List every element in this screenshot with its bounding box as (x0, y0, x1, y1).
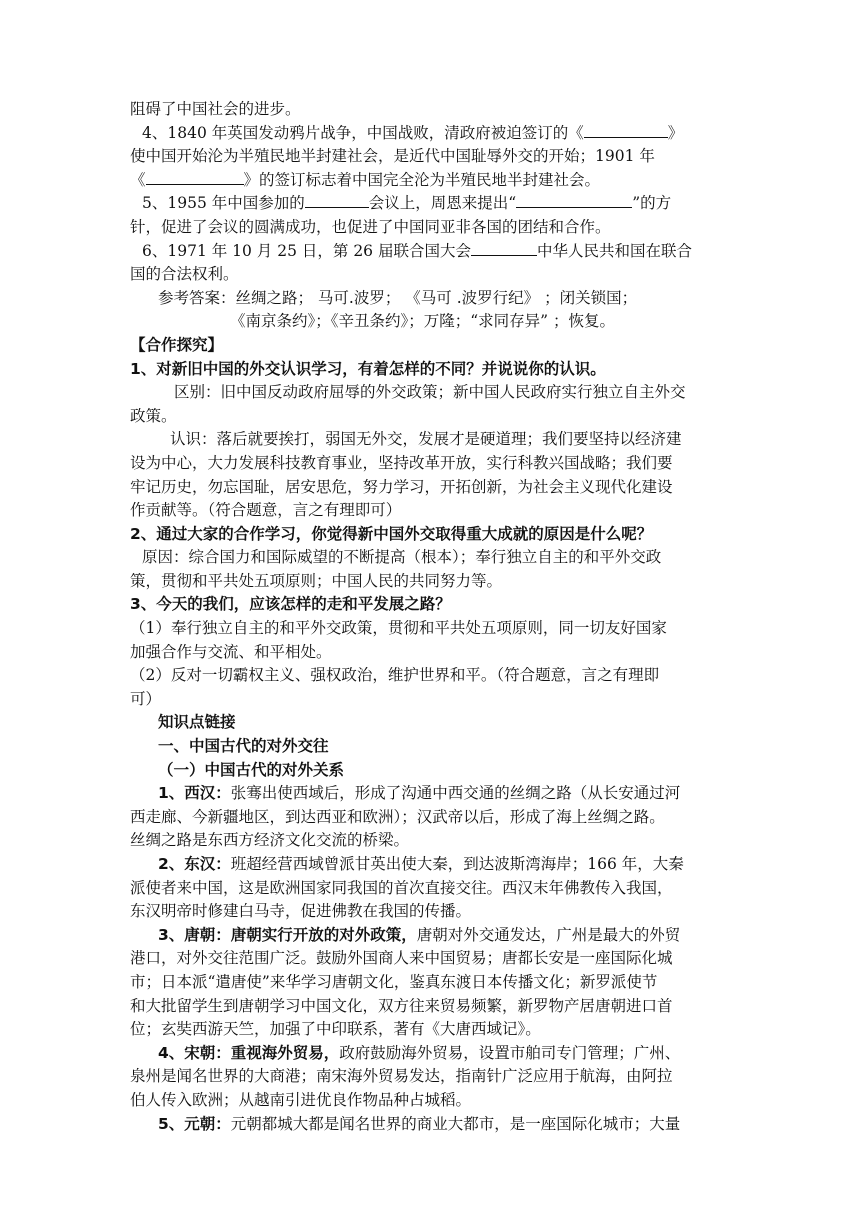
question-4-line-3 (130, 169, 742, 193)
text-line: 认识：落后就要挨打，弱国无外交，发展才是硬道理；我们要坚持以经济建 (170, 430, 682, 449)
text-line: 丝绸之路是东西方经济文化交流的桥梁。 (130, 831, 410, 850)
text-span: 5、1955 年中国参加的 (142, 194, 305, 213)
text-line: 作贡献等。（符合题意，言之有理即可） (130, 501, 402, 520)
text-span: 》的签订标志着中国完全沦为半殖民地半封建社会。 (243, 170, 601, 189)
text-line: 派使者来中国，这是欧洲国家同我国的首次直接交往。西汉末年佛教传入我国， (130, 878, 673, 897)
bold-label: 3、唐朝：唐朝实行开放的对外政策， (158, 925, 417, 944)
text-line: （1）奉行独立自主的和平外交政策，贯彻和平共处五项原则，同一切友好国家 (130, 619, 667, 638)
text-span: 6、1971 年 10 月 25 日，第 26 届联合国大会 (142, 241, 471, 260)
western-han-line-1 (130, 782, 742, 806)
text-span: 政府鼓励海外贸易，设置市舶司专门管理；广州、 (339, 1043, 681, 1062)
bold-label: 4、宋朝：重视海外贸易， (158, 1043, 340, 1062)
text-span: 《 (130, 170, 146, 189)
section-heading: 【合作探究】 (130, 335, 224, 354)
text-line: 加强合作与交流、和平相处。 (130, 642, 332, 661)
question-4-line-1 (130, 122, 742, 146)
text-line: 伯人传入欧洲；从越南引进优良作物品种占城稻。 (130, 1090, 472, 1109)
question-5-line-1 (130, 192, 742, 216)
text-span: 元朝都城大都是闻名世界的商业大都市，是一座国际化城市；大量 (230, 1114, 681, 1133)
text-line: 港口，对外交往范围广泛。鼓励外国商人来中国贸易；唐都长安是一座国际化城 (130, 949, 673, 968)
answer-key-line-1: 参考答案：丝绸之路； 马可.波罗； 《马可 .波罗行纪》 ；闭关锁国； (158, 288, 638, 307)
yuan-line-1 (130, 1113, 742, 1137)
text-line: 和大批留学生到唐朝学习中国文化，双方往来贸易频繁，新罗物产居唐朝进口首 (130, 996, 673, 1015)
text-span: 唐朝对外交通发达，广州是最大的外贸 (416, 925, 681, 944)
question-heading-1: 1、对新旧中国的外交认识学习，有着怎样的不同？并说说你的认识。 (130, 359, 606, 378)
knowledge-link-heading: 知识点链接 (158, 713, 236, 732)
text-span: ”的方 (632, 194, 672, 213)
text-line: 泉州是闻名世界的大商港；南宋海外贸易发达，指南针广泛应用于航海，由阿拉 (130, 1067, 673, 1086)
question-heading-3: 3、今天的我们，应该怎样的走和平发展之路？ (130, 595, 451, 614)
answer-blank[interactable] (146, 169, 244, 185)
text-line: 牢记历史，勿忘国耻，居安思危，努力学习，开拓创新，为社会主义现代化建设 (130, 477, 673, 496)
text-line: 位；玄奘西游天竺，加强了中印联系，著有《大唐西域记》。 (130, 1020, 541, 1039)
bold-label: 5、元朝： (158, 1114, 231, 1133)
document-page (130, 98, 742, 1136)
text-span: 4、1840 年英国发动鸦片战争，中国战败，清政府被迫签订的《 (142, 123, 584, 142)
question-6-line-1 (130, 240, 742, 264)
question-heading-2: 2、通过大家的合作学习，你觉得新中国外交取得重大成就的原因是什么呢？ (130, 524, 653, 543)
text-span: 会议上，周恩来提出“ (368, 194, 517, 213)
eastern-han-line-1 (130, 853, 742, 877)
answer-blank[interactable] (584, 122, 668, 138)
text-span: 班超经营西域曾派甘英出使大秦，到达波斯湾海岸；166 年，大秦 (230, 855, 684, 873)
knowledge-section-heading: 一、中国古代的对外交往 (158, 737, 329, 756)
text-line: 阻碍了中国社会的进步。 (130, 100, 301, 118)
text-line: 政策。 (130, 406, 177, 425)
answer-blank[interactable] (516, 192, 632, 208)
text-line: （2）反对一切霸权主义、强权政治，维护世界和平。（符合题意，言之有理即 (130, 666, 660, 685)
question-6-line-2: 国的合法权利。 (130, 265, 239, 284)
bold-label: 2、东汉： (158, 855, 231, 873)
question-5-line-2: 针，促进了会议的圆满成功，也促进了中国同亚非各国的团结和合作。 (130, 217, 611, 236)
text-line: 西走廊、今新疆地区，到达西亚和欧洲）；汉武帝以后，形成了海上丝绸之路。 (130, 807, 665, 826)
text-span: 》 (667, 123, 684, 142)
answer-blank[interactable] (471, 240, 537, 256)
text-line: 市；日本派“遣唐使”来华学习唐朝文化，鉴真东渡日本传播文化；新罗派使节 (130, 972, 658, 991)
text-line: 策，贯彻和平共处五项原则；中国人民的共同努力等。 (130, 571, 503, 590)
knowledge-subsection-heading: （一）中国古代的对外关系 (158, 760, 345, 779)
text-line: 设为中心，大力发展科技教育事业，坚持改革开放，实行科教兴国战略；我们要 (130, 453, 673, 472)
tang-line-1 (130, 924, 742, 948)
song-line-1 (130, 1042, 742, 1066)
bold-label: 1、西汉： (158, 784, 231, 803)
text-line: 区别：旧中国反动政府屈辱的外交政策；新中国人民政府实行独立自主外交 (174, 383, 686, 402)
answer-key-line-2: 《南京条约》；《辛丑条约》；万隆；“求同存异” ；恢复。 (230, 312, 616, 331)
text-line: 东汉明帝时修建白马寺，促进佛教在我国的传播。 (130, 902, 472, 921)
text-line: 可） (130, 689, 162, 708)
question-4-line-2: 使中国开始沦为半殖民地半封建社会，是近代中国耻辱外交的开始；1901 年 (130, 147, 655, 166)
text-span: 张骞出使西域后，形成了沟通中西交通的丝绸之路（从长安通过河 (230, 784, 681, 803)
text-line: 原因：综合国力和国际威望的不断提高（根本）；奉行独立自主的和平外交政 (142, 548, 662, 567)
answer-blank[interactable] (305, 192, 369, 208)
text-span: 中华人民共和国在联合 (536, 241, 692, 260)
